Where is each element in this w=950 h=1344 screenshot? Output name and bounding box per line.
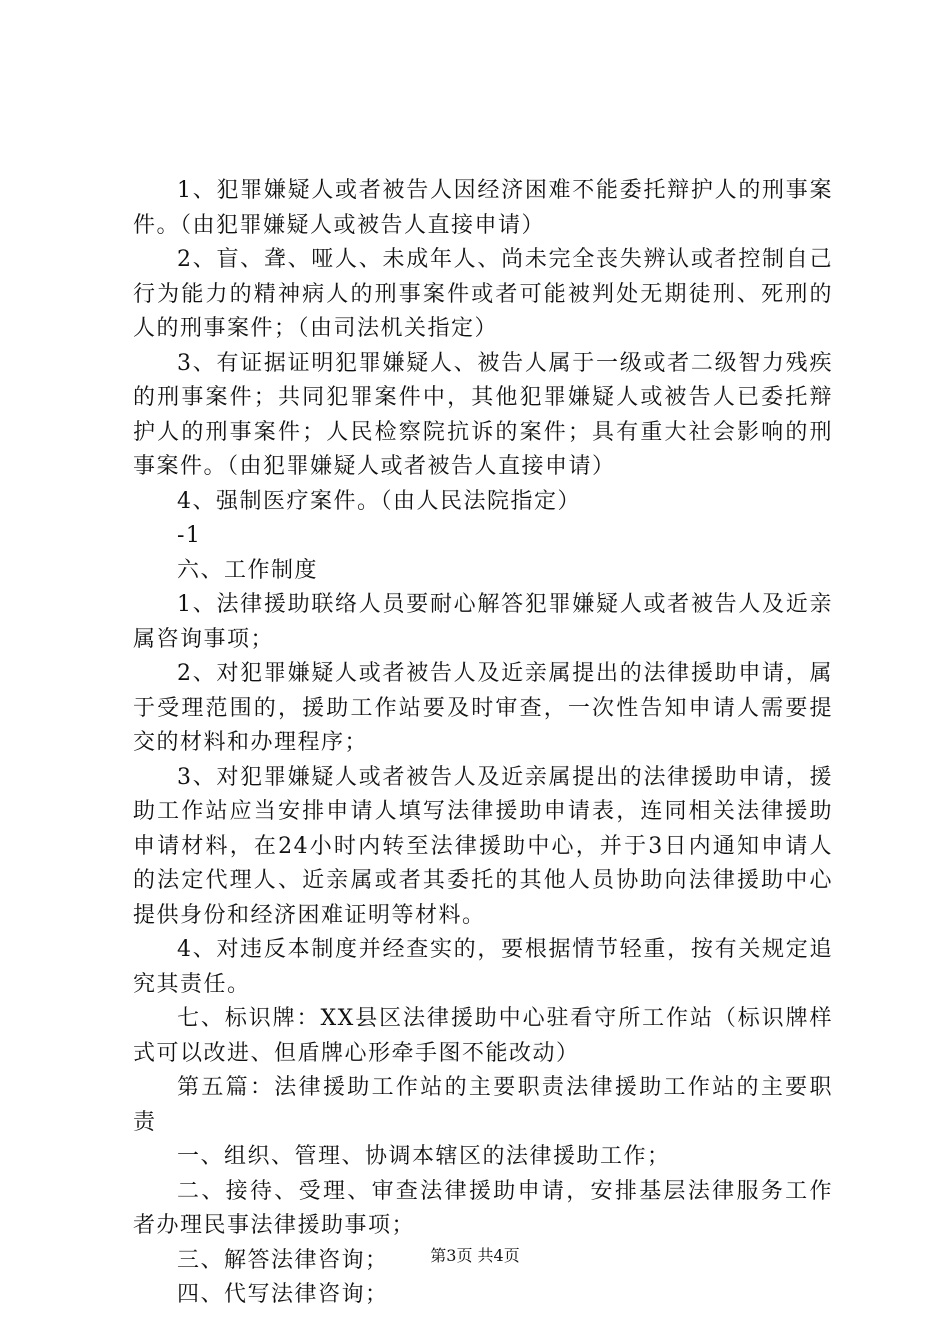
document-body (133, 174, 833, 1313)
paragraph-3: 3、有证据证明犯罪嫌疑人、被告人属于一级或者二级智力残疾的刑事案件；共同犯罪案件中，其他犯罪嫌疑人或被告人已委托辩护人的刑事案件；人民检察院抗诉的案件；具有重大社会影响的刑事案件。（由犯罪嫌疑人或者被告人直接申请） (133, 350, 833, 479)
paragraph-12: 第五篇：法律援助工作站的主要职责法律援助工作站的主要职责 (133, 1075, 833, 1135)
paragraph-10: 4、对违反本制度并经查实的，要根据情节轻重，按有关规定追究其责任。 (133, 937, 833, 997)
paragraph-14: 二、接待、受理、审查法律援助申请，安排基层法律服务工作者办理民事法律援助事项； (133, 1178, 833, 1238)
paragraph-16: 四、代写法律咨询； (177, 1282, 389, 1307)
paragraph-8: 2、对犯罪嫌疑人或者被告人及近亲属提出的法律援助申请，属于受理范围的，援助工作站要及时审查，一次性告知申请人需要提交的材料和办理程序； (133, 661, 833, 755)
paragraph-15: 三、解答法律咨询； (177, 1247, 389, 1273)
paragraph-11: 七、标识牌：XX县区法律援助中心驻看守所工作站（标识牌样式可以改进、但盾牌心形牵手图不能改动） (133, 1006, 833, 1066)
paragraph-9: 3、对犯罪嫌疑人或者被告人及近亲属提出的法律援助申请，援助工作站应当安排申请人填写法律援助申请表，连同相关法律援助申请材料，在24小时内转至法律援助中心，并于3日内通知申请人的法定代理人、近亲属或者其委托的其他人员协助向法律援助中心提供身份和经济困难证明等材料。 (133, 764, 833, 928)
page-footer: 第3页 共4页 (430, 1246, 520, 1265)
paragraph-2: 2、盲、聋、哑人、未成年人、尚未完全丧失辨认或者控制自己行为能力的精神病人的刑事案件或者可能被判处无期徒刑、死刑的人的刑事案件；（由司法机关指定） (133, 247, 833, 341)
section-heading-work-system: 六、工作制度 (177, 557, 319, 583)
paragraph-5: -1 (177, 523, 202, 548)
paragraph-13: 一、组织、管理、协调本辖区的法律援助工作； (177, 1144, 671, 1169)
paragraph-1: 1、犯罪嫌疑人或者被告人因经济困难不能委托辩护人的刑事案件。（由犯罪嫌疑人或被告人直接申请） (133, 178, 833, 238)
paragraph-7: 1、法律援助联络人员要耐心解答犯罪嫌疑人或者被告人及近亲属咨询事项； (133, 592, 833, 652)
paragraph-4: 4、强制医疗案件。（由人民法院指定） (177, 488, 581, 514)
